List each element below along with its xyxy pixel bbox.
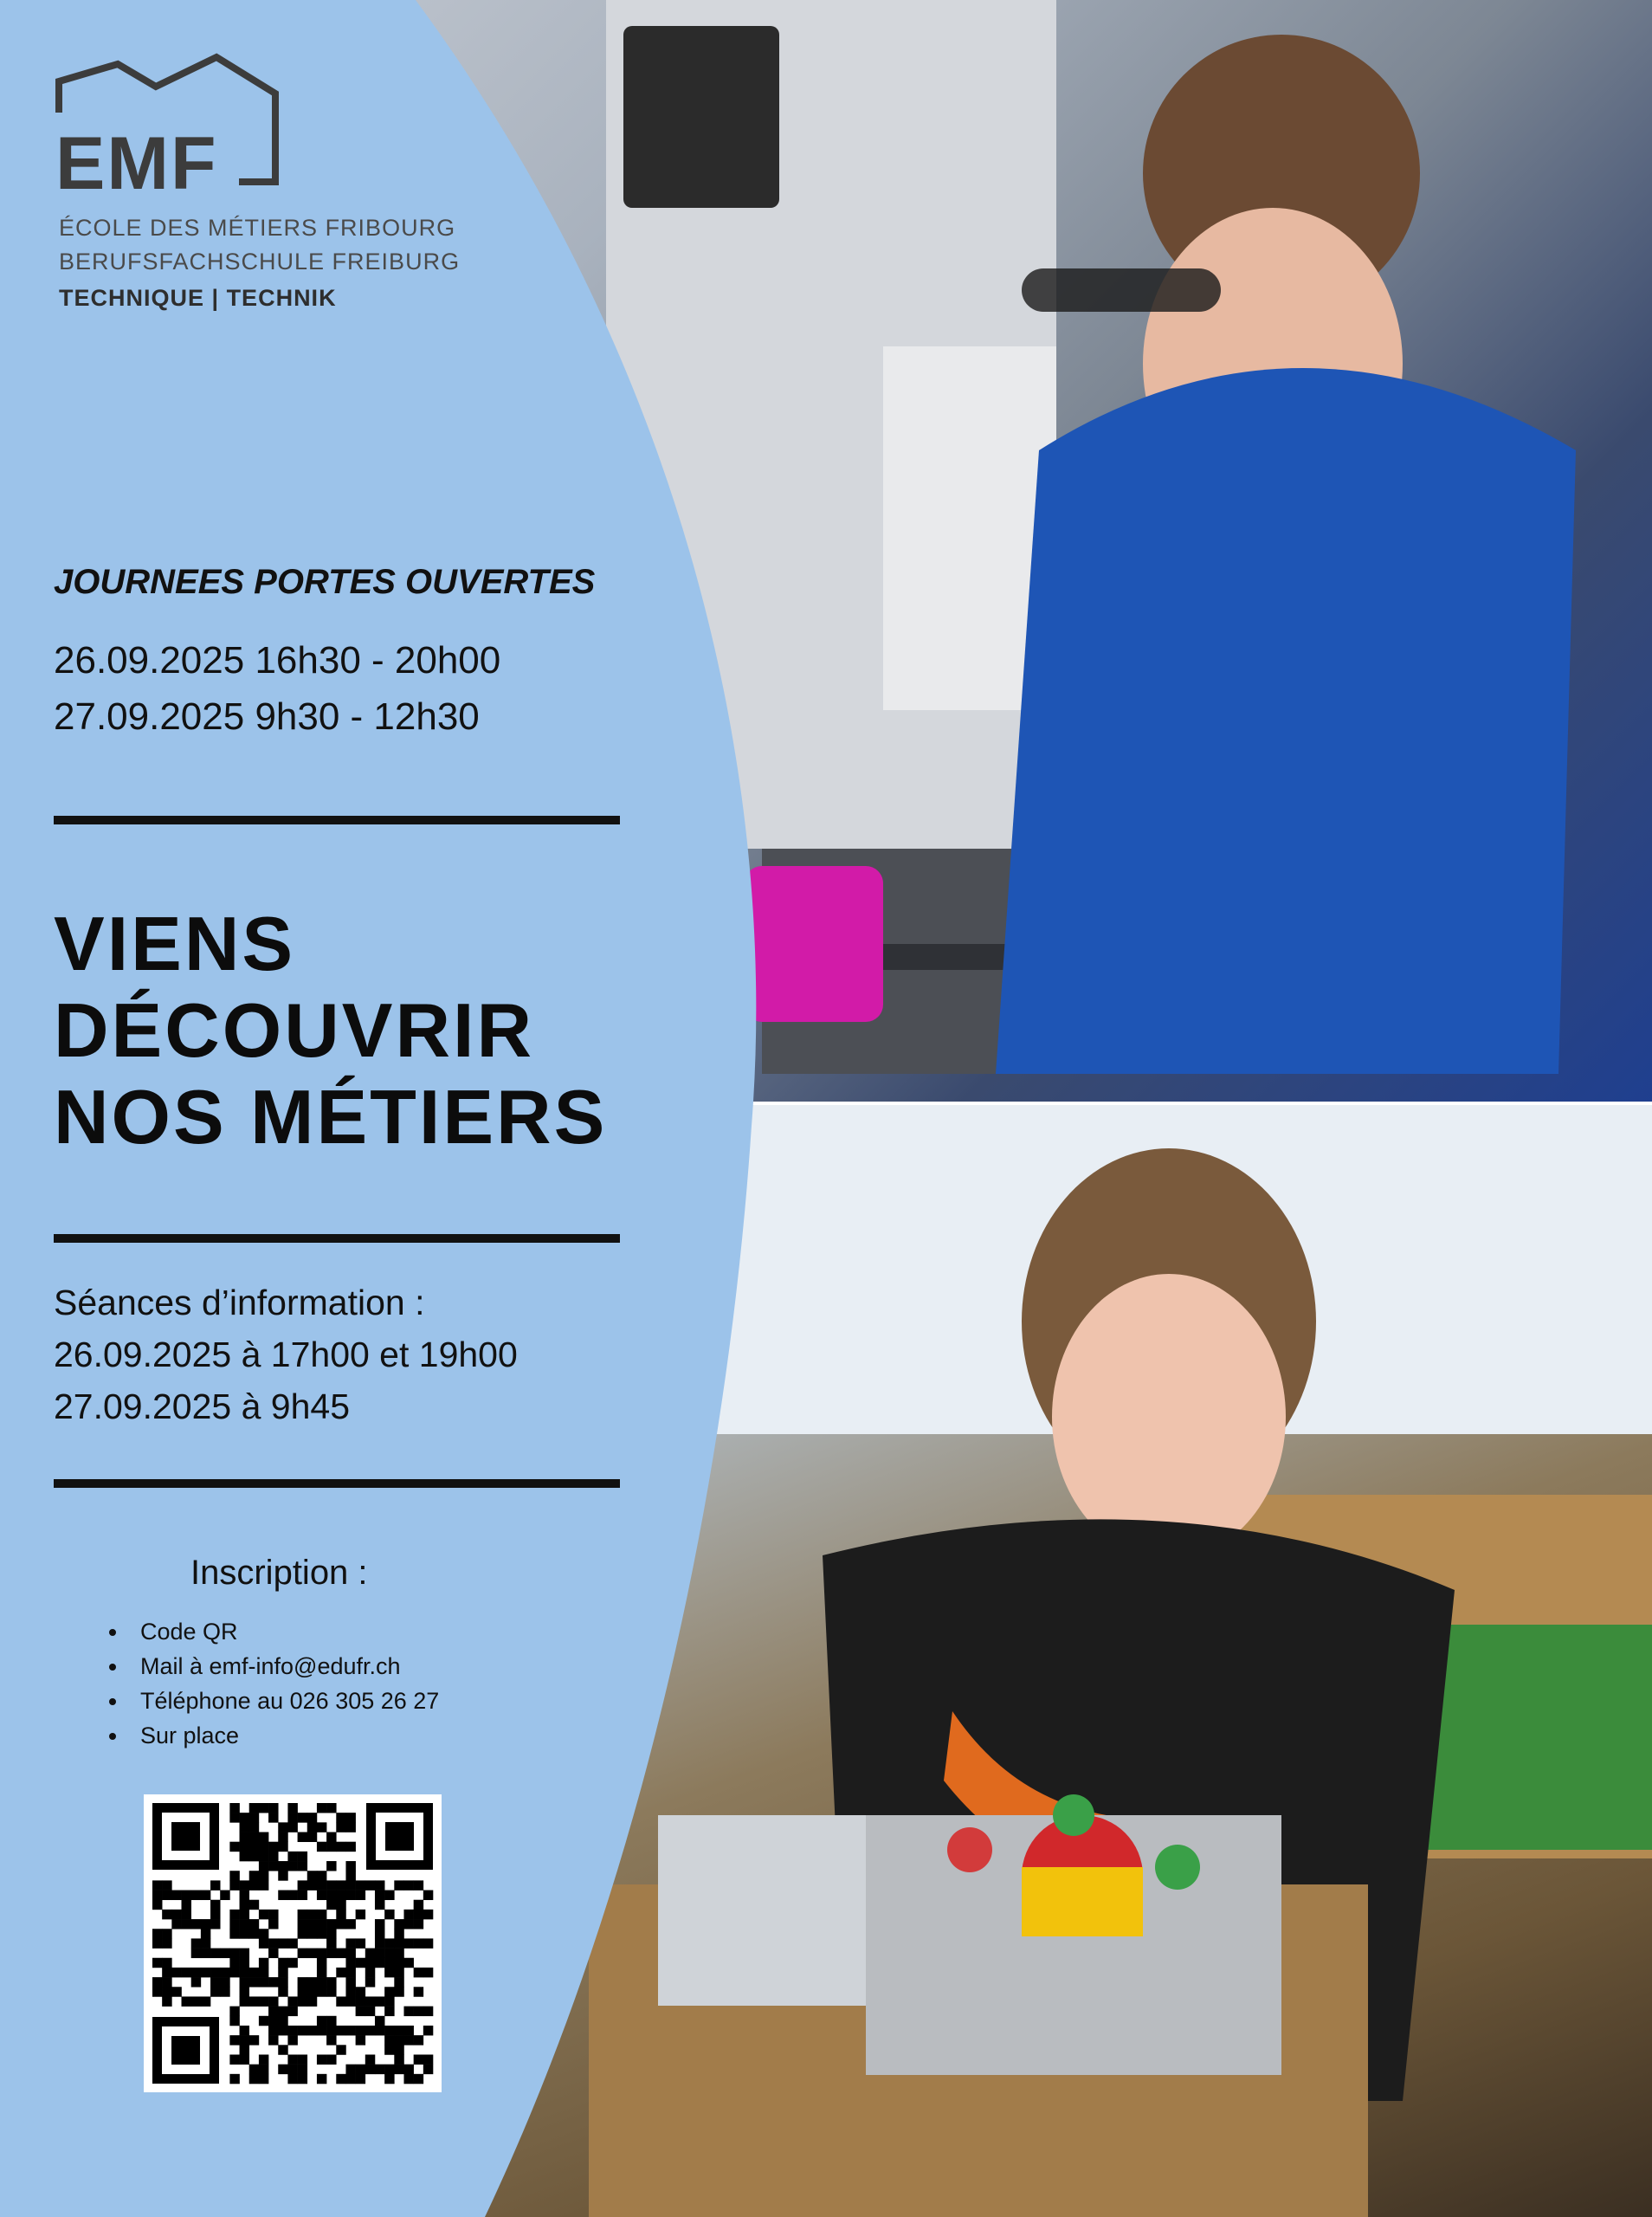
registration-list — [106, 1614, 439, 1753]
info-session-date: 27.09.2025 à 9h45 — [54, 1386, 350, 1426]
open-days-title: JOURNEES PORTES OUVERTES — [54, 563, 596, 601]
headline-line: DÉCOUVRIR — [54, 987, 535, 1073]
divider-rule — [54, 816, 620, 824]
registration-item-onsite: Sur place — [106, 1718, 439, 1753]
open-day-date: 26.09.2025 16h30 - 20h00 — [54, 639, 501, 682]
open-day-date: 27.09.2025 9h30 - 12h30 — [54, 695, 480, 738]
info-sessions-title: Séances d’information : — [54, 1283, 425, 1322]
division-label: TECHNIQUE | TECHNIK — [59, 285, 337, 311]
divider-rule — [54, 1234, 620, 1243]
registration-item-mail[interactable]: Mail à emf-info@edufr.ch — [106, 1649, 439, 1684]
registration-item-qr: Code QR — [106, 1614, 439, 1649]
headline-line: VIENS — [54, 901, 296, 986]
qr-code-graphic — [144, 1794, 442, 2092]
qr-code-icon[interactable] — [144, 1794, 442, 2092]
logo-mark: EMF — [55, 122, 218, 205]
info-session-date: 26.09.2025 à 17h00 et 19h00 — [54, 1335, 518, 1374]
school-name-fr: ÉCOLE DES MÉTIERS FRIBOURG — [59, 215, 456, 241]
registration-title: Inscription : — [190, 1554, 368, 1592]
registration-item-phone[interactable]: Téléphone au 026 305 26 27 — [106, 1684, 439, 1718]
headline-line: NOS MÉTIERS — [54, 1074, 608, 1160]
divider-rule — [54, 1479, 620, 1488]
school-name-de: BERUFSFACHSCHULE FREIBURG — [59, 249, 461, 275]
